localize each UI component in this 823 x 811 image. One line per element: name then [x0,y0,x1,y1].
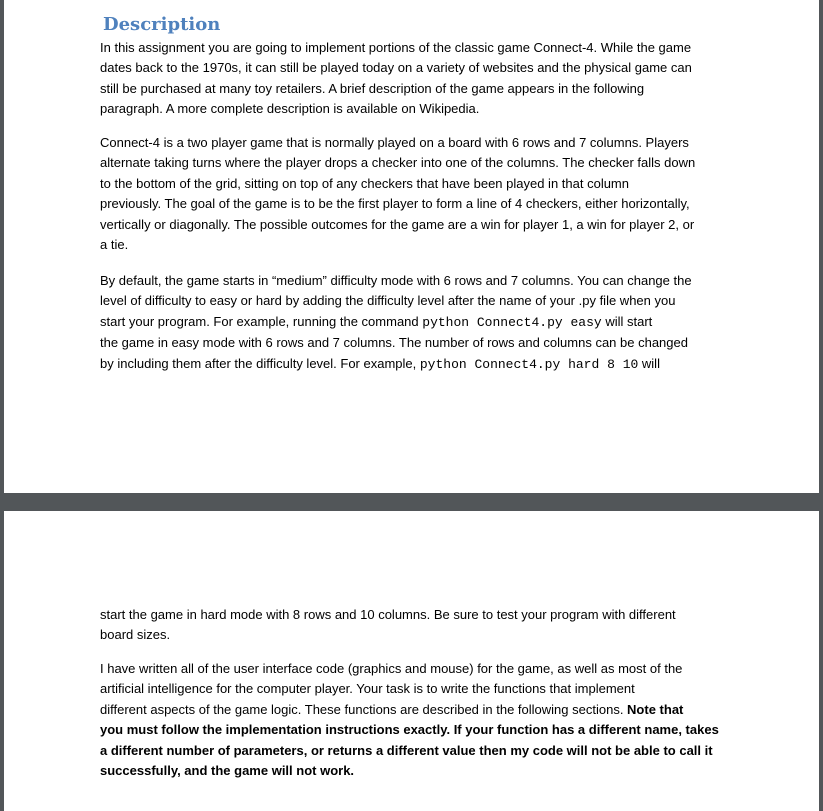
document-page-1 [4,0,819,493]
paragraph-difficulty [100,271,740,375]
text-line: to the bottom of the grid, sitting on top of any checkers that have been played in that column [100,175,629,191]
text-line: Connect-4 is a two player game that is normally played on a board with 6 rows and 7 columns. Players [100,135,689,150]
text-line: paragraph. A more complete description is available on Wikipedia. [100,101,480,117]
text-line: artificial intelligence for the computer player. Your task is to write the functions that implement [100,681,635,697]
bold-text: a different number of parameters, or returns a different value then my code will not be able to call it [100,742,713,758]
bold-text: successfully, and the game will not work. [100,763,355,779]
text-line [100,741,740,761]
text-line [100,761,740,781]
text-line: board sizes. [100,627,171,643]
text-line: In this assignment you are going to implement portions of the classic game Connect-4. While the game [100,40,692,55]
code-snippet: python Connect4.py easy [422,314,602,330]
bold-text: Note that [627,701,684,717]
section-heading: Description [103,14,221,35]
text-line: vertically or diagonally. The possible outcomes for the game are a win for player 1, a win for player 2, or [100,216,695,232]
text-run: start your program. For example, running the command [100,313,423,329]
text-line: the game in easy mode with 6 rows and 7 columns. The number of rows and columns can be changed [100,335,688,351]
paragraph-board-sizes [100,605,740,646]
code-snippet: python Connect4.py hard 8 10 [419,356,639,372]
document-page-2 [4,511,819,811]
text-line: start the game in hard mode with 8 rows and 10 columns. Be sure to test your program with different [100,607,676,622]
text-line [100,312,740,333]
text-run: by including them after the difficulty level. For example, [100,355,420,371]
text-line [100,720,740,740]
text-line: a tie. [100,237,129,253]
text-line: level of difficulty to easy or hard by adding the difficulty level after the name of your .py file when you [100,293,676,309]
paragraph-rules [100,133,740,255]
bold-text: you must follow the implementation instructions exactly. If your function has a different name, takes [100,722,719,738]
text-line: previously. The goal of the game is to be the first player to form a line of 4 checkers, either horizontally, [100,196,690,212]
text-line: By default, the game starts in “medium” difficulty mode with 6 rows and 7 columns. You can change the [100,273,692,288]
text-line: dates back to the 1970s, it can still be played today on a variety of websites and the physical game can [100,60,692,76]
text-run: will [638,355,660,371]
text-line: still be purchased at many toy retailers. A brief description of the game appears in the following [100,80,645,96]
text-run: different aspects of the game logic. These functions are described in the following sections. [100,701,628,717]
text-line: I have written all of the user interface code (graphics and mouse) for the game, as well as most of the [100,661,683,676]
text-line: alternate taking turns where the player drops a checker into one of the columns. The checker falls down [100,155,696,171]
text-line [100,354,740,375]
paragraph-instructions [100,659,740,781]
text-line [100,700,740,720]
paragraph-intro [100,38,740,120]
text-run: will start [601,313,653,329]
